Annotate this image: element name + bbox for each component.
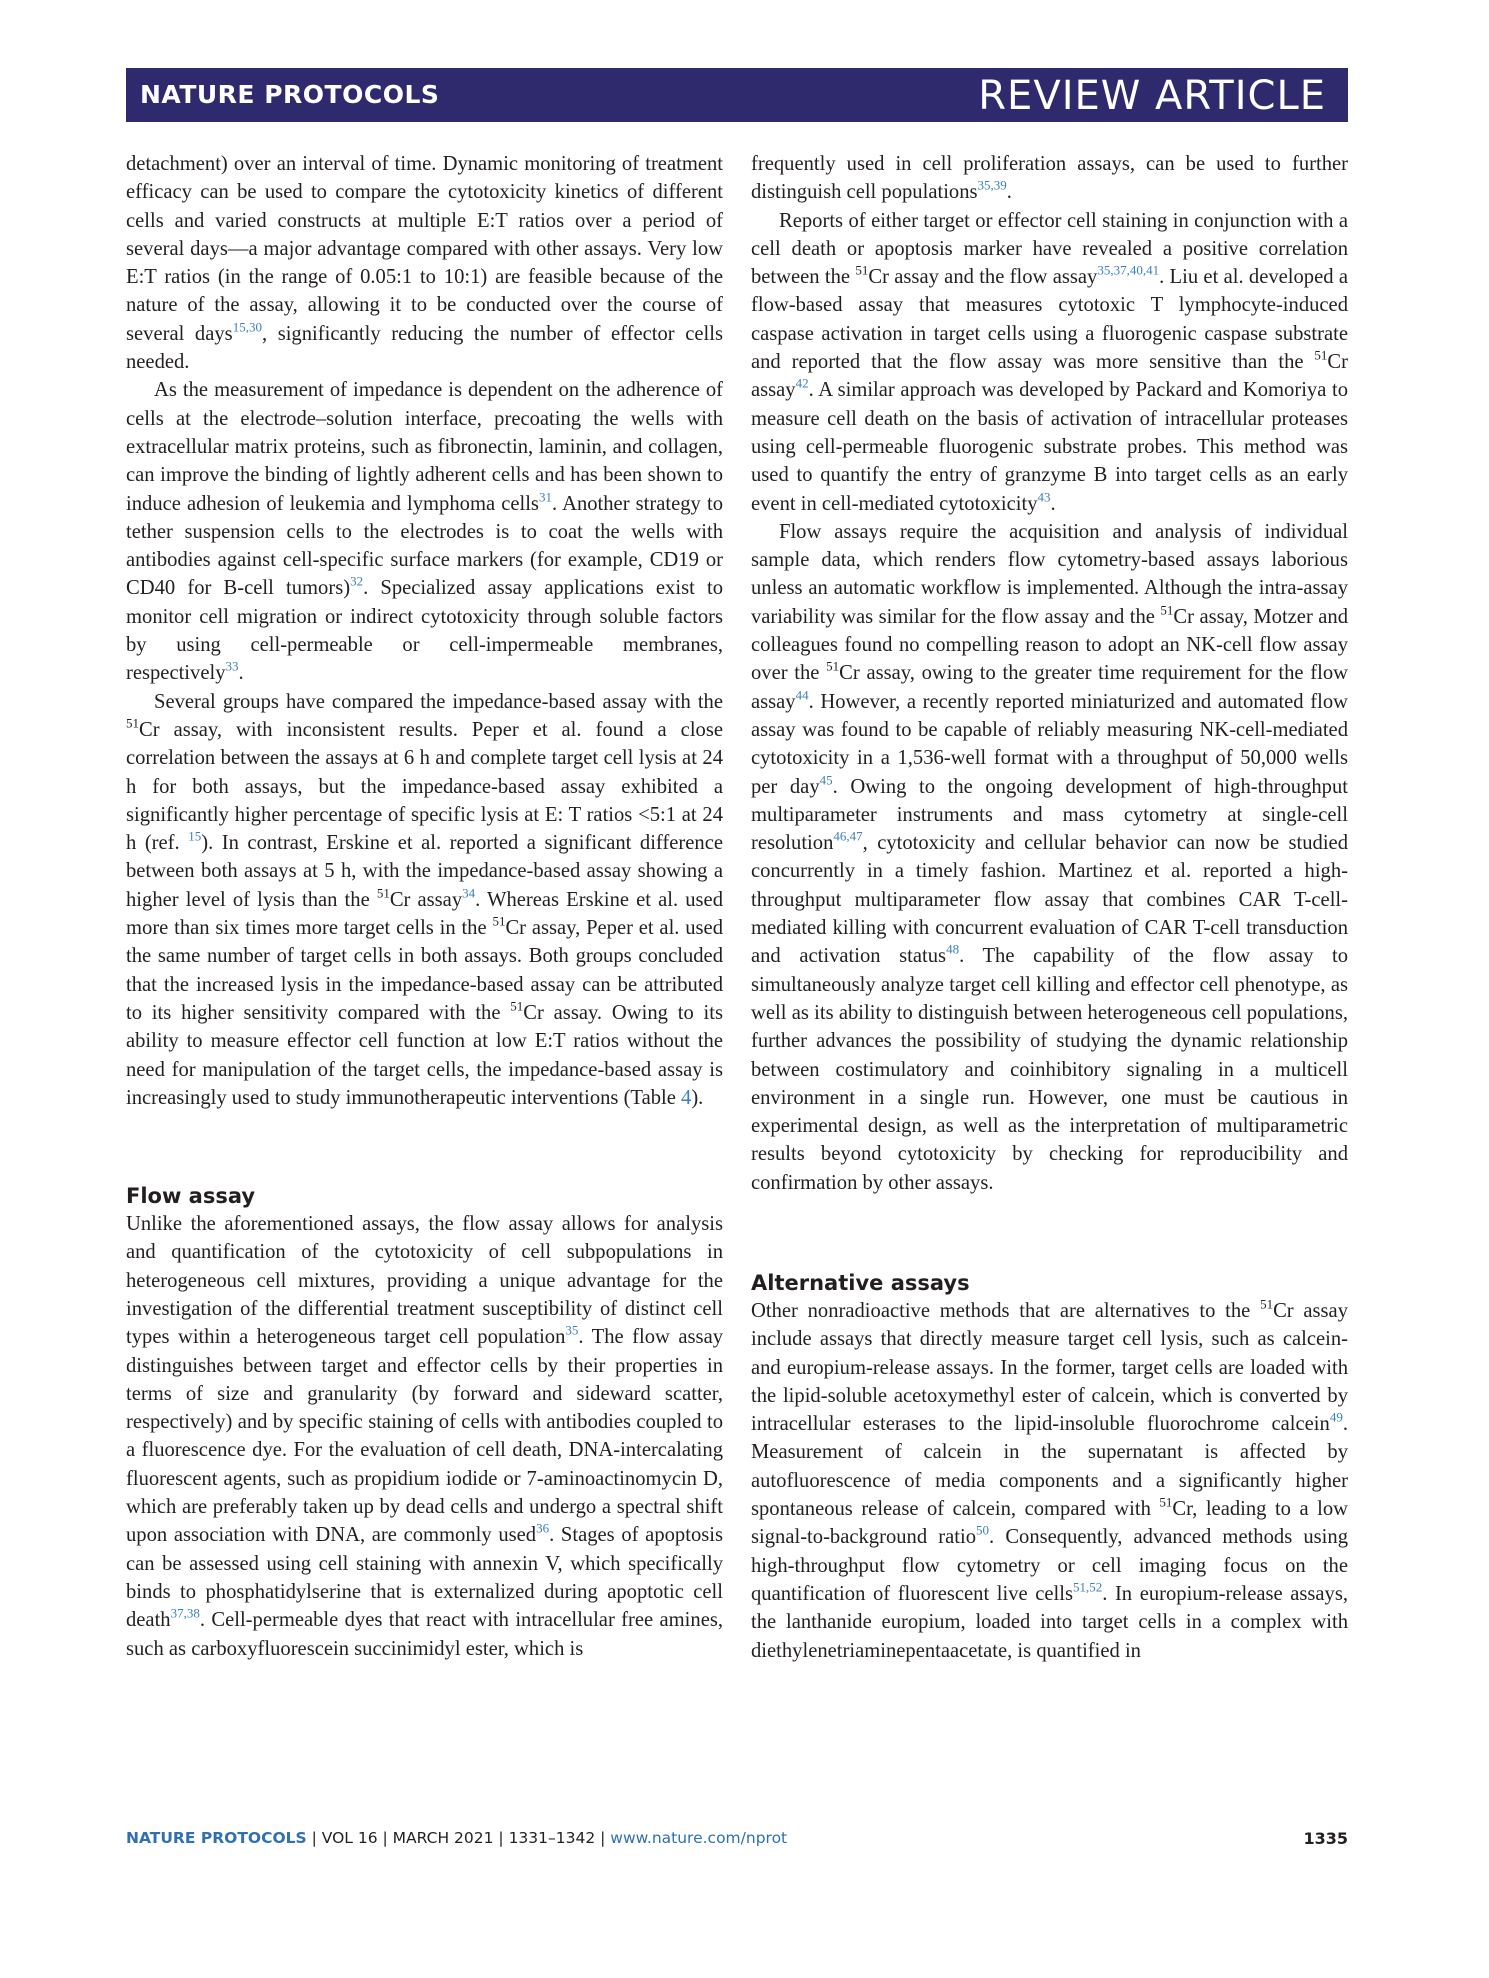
paragraph: As the measurement of impedance is dependent on the adherence of cells at the electrode–solution interface, precoating the wells with extracellular matrix proteins, such as fibronectin, laminin, and collagen, can improve the binding of lightly adherent cells and has been shown to induce adhesion of leukemia and lymphoma cells$^{31}$. Another strategy to tether suspension cells to the electrodes is to coat the wells with antibodies against cell-specific surface markers (for example, CD19 or CD40 for B-cell tumors)$^{32}$. Specialized assay applications exist to monitor cell migration or indirect cytotoxicity through soluble factors by using cell-permeable or cell-impermeable membranes, respectively$^{33}$. bbox=[126, 379, 723, 685]
citation-link[interactable]: 35,37,40,41 bbox=[1097, 262, 1160, 278]
citation-link[interactable]: 49 bbox=[1329, 1409, 1343, 1425]
journal-name: NATURE PROTOCOLS bbox=[140, 80, 440, 109]
footer-pages: 1331–1342 bbox=[508, 1829, 596, 1847]
citation-link[interactable]: 50 bbox=[976, 1522, 990, 1538]
citation-link[interactable]: 15 bbox=[188, 828, 202, 844]
footer-date: MARCH 2021 bbox=[392, 1829, 494, 1847]
citation-link[interactable]: 48 bbox=[946, 941, 960, 957]
paragraph: Several groups have compared the impedance-based assay with the $^{51}$Cr assay, with inconsistent results. Peper et al. found a close correlation between the assays at 6 h and complete target cell lysis at 24 h for both assays, but the impedance-based assay exhibited a significantly higher percentage of specific lysis at E: T ratios <5:1 at 24 h (ref. $^{15}$). In contrast, Erskine et al. reported a significant difference between both assays at 5 h, with the impedance-based assay showing a higher level of lysis than the $^{51}$Cr assay$^{34}$. Whereas Erskine et al. used more than six times more target cells in the $^{51}$Cr assay, Peper et al. used the same number of target cells in both assays. Both groups concluded that the increased lysis in the impedance-based assay can be attributed to its higher sensitivity compared with the $^{51}$Cr assay. Owing to its ability to measure effector cell function at low E:T ratios without the need for manipulation of the target cells, the impedance-based assay is increasingly used to study immunotherapeutic interventions (Table 4). bbox=[126, 690, 724, 1109]
citation-link[interactable]: 51,52 bbox=[1072, 1579, 1103, 1595]
citation-link[interactable]: 34 bbox=[462, 885, 476, 901]
citation-link[interactable]: 32 bbox=[350, 574, 364, 590]
citation-link[interactable]: 45 bbox=[819, 772, 833, 788]
paragraph: Reports of either target or effector cell staining in conjunction with a cell death or apoptosis marker have revealed a positive correlation between the $^{51}$Cr assay and the flow assay$^{35,37,40,41}$. Liu et al. developed a flow-based assay that measures cytotoxic T lymphocyte-induced caspase activation in target cells using a fluorogenic caspase substrate and reported that the flow assay was more sensitive than the $^{51}$Cr assay$^{42}$. A similar approach was developed by Packard and Komoriya to measure cell death on the basis of activation of intracellular proteases using cell-permeable fluorogenic substrate probes. This method was used to quantify the entry of granzyme B into target cells as an early event in cell-mediated cytotoxicity$^{43}$. bbox=[751, 209, 1348, 515]
citation-link[interactable]: 35 bbox=[565, 1322, 579, 1338]
page-footer: NATURE PROTOCOLS | VOL 16 | MARCH 2021 | 1331–1342 | www.nature.com/nprot 1335 bbox=[126, 1829, 1348, 1848]
citation-link[interactable]: 44 bbox=[795, 687, 809, 703]
paragraph: Unlike the aforementioned assays, the flow assay allows for analysis and quantification of the cytotoxicity of cell subpopulations in heterogeneous cell mixtures, providing a unique advantage for the investigation of the differential treatment susceptibility of distinct cell types within a heterogeneous target cell population$^{35}$. The flow assay distinguishes between target and effector cells by their properties in terms of size and granularity (by forward and sideward scatter, respectively) and by specific staining of cells with antibodies coupled to a fluorescence dye. For the evaluation of cell death, DNA-intercalating fluorescent agents, such as propidium iodide or 7-aminoactinomycin D, which are preferably taken up by dead cells and undergo a spectral shift upon association with DNA, are commonly used$^{36}$. Stages of apoptosis can be assessed using cell staining with annexin V, which specifically binds to phosphatidylserine that is externalized during apoptotic cell death$^{37,38}$. Cell-permeable dyes that react with intracellular free amines, such as carboxyfluorescein succinimidyl ester, which is bbox=[126, 1213, 724, 1660]
citation-link[interactable]: 33 bbox=[225, 658, 239, 674]
paragraph: Other nonradioactive methods that are alternatives to the $^{51}$Cr assay include assays that directly measure target cell lysis, such as calcein- and europium-release assays. In the former, target cells are loaded with the lipid-soluble acetoxymethyl ester of calcein, which is converted by intracellular esterases to the lipid-insoluble fluorochrome calcein$^{49}$. Measurement of calcein in the supernatant is affected by autofluorescence of media components and a significantly higher spontaneous release of calcein, compared with $^{51}$Cr, leading to a low signal-to-background ratio$^{50}$. Consequently, advanced methods using high-throughput flow cytometry or cell imaging focus on the quantification of fluorescent live cells$^{51,52}$. In europium-release assays, the lanthanide europium, loaded into target cells in a complex with diethylenetriaminepentaacetate, is quantified in bbox=[751, 1296, 1349, 1662]
footer-url-link[interactable]: www.nature.com/nprot bbox=[610, 1829, 788, 1847]
section-heading-alternative-assays: Alternative assays bbox=[751, 1270, 970, 1295]
footer-journal: NATURE PROTOCOLS bbox=[126, 1829, 307, 1847]
section-heading-flow-assay: Flow assay bbox=[126, 1184, 256, 1209]
page-number: 1335 bbox=[1303, 1829, 1348, 1848]
header-banner bbox=[126, 68, 1348, 122]
citation-link[interactable]: 42 bbox=[795, 375, 809, 391]
table-link[interactable]: 4 bbox=[681, 1086, 692, 1109]
citation-link[interactable]: 35,39 bbox=[977, 177, 1007, 193]
citation-link[interactable]: 15,30 bbox=[232, 319, 262, 335]
paragraph: detachment) over an interval of time. Dynamic monitoring of treatment efficacy can be used to compare the cytotoxicity kinetics of different cells and varied constructs at multiple E:T ratios over a period of several days—a major advantage compared with other assays. Very low E:T ratios (in the range of 0.05:1 to 10:1) are feasible because of the nature of the assay, allowing it to be conducted over the course of several days$^{15,30}$, significantly reducing the number of effector cells needed. bbox=[126, 153, 723, 374]
footer-volume: VOL 16 bbox=[321, 1829, 378, 1847]
citation-link[interactable]: 37,38 bbox=[170, 1605, 200, 1621]
left-column bbox=[126, 150, 723, 1663]
paragraph: Flow assays require the acquisition and analysis of individual sample data, which renders flow cytometry-based assays laborious unless an automatic workflow is implemented. Although the intra-assay variability was similar for the flow assay and the $^{51}$Cr assay, Motzer and colleagues found no compelling reason to adopt an NK-cell flow assay over the $^{51}$Cr assay, owing to the greater time requirement for the flow assay$^{44}$. However, a recently reported miniaturized and automated flow assay was found to be capable of reliably measuring NK-cell-mediated cytotoxicity in a 1,536-well format with a throughput of 50,000 wells per day$^{45}$. Owing to the ongoing development of high-throughput multiparameter instruments and mass cytometry at single-cell resolution$^{46,47}$, cytotoxicity and cellular behavior can now be studied concurrently in a timely fashion. Martinez et al. reported a high-throughput multiparameter flow assay that combines CAR T-cell-mediated killing with concurrent evaluation of CAR T-cell transduction and activation status$^{48}$. The capability of the flow assay to simultaneously analyze target cell killing and effector cell phenotype, as well as its ability to distinguish between heterogeneous cell populations, further advances the possibility of studying the dynamic relationship between costimulatory and coinhibitory signaling in a multicell environment in a single run. However, one must be cautious in experimental design, as well as the interpretation of multiparametric results beyond cytotoxicity by checking for reproducibility and confirmation by other assays. bbox=[751, 520, 1349, 1194]
citation-link[interactable]: 43 bbox=[1037, 489, 1051, 505]
article-type: REVIEW ARTICLE bbox=[978, 73, 1326, 119]
right-column bbox=[751, 150, 1348, 1665]
paragraph: frequently used in cell proliferation assays, can be used to further distinguish cell populations$^{35,39}$. bbox=[751, 153, 1348, 204]
citation-link[interactable]: 36 bbox=[536, 1520, 550, 1536]
citation-link[interactable]: 31 bbox=[538, 489, 552, 505]
citation-link[interactable]: 46,47 bbox=[833, 828, 863, 844]
